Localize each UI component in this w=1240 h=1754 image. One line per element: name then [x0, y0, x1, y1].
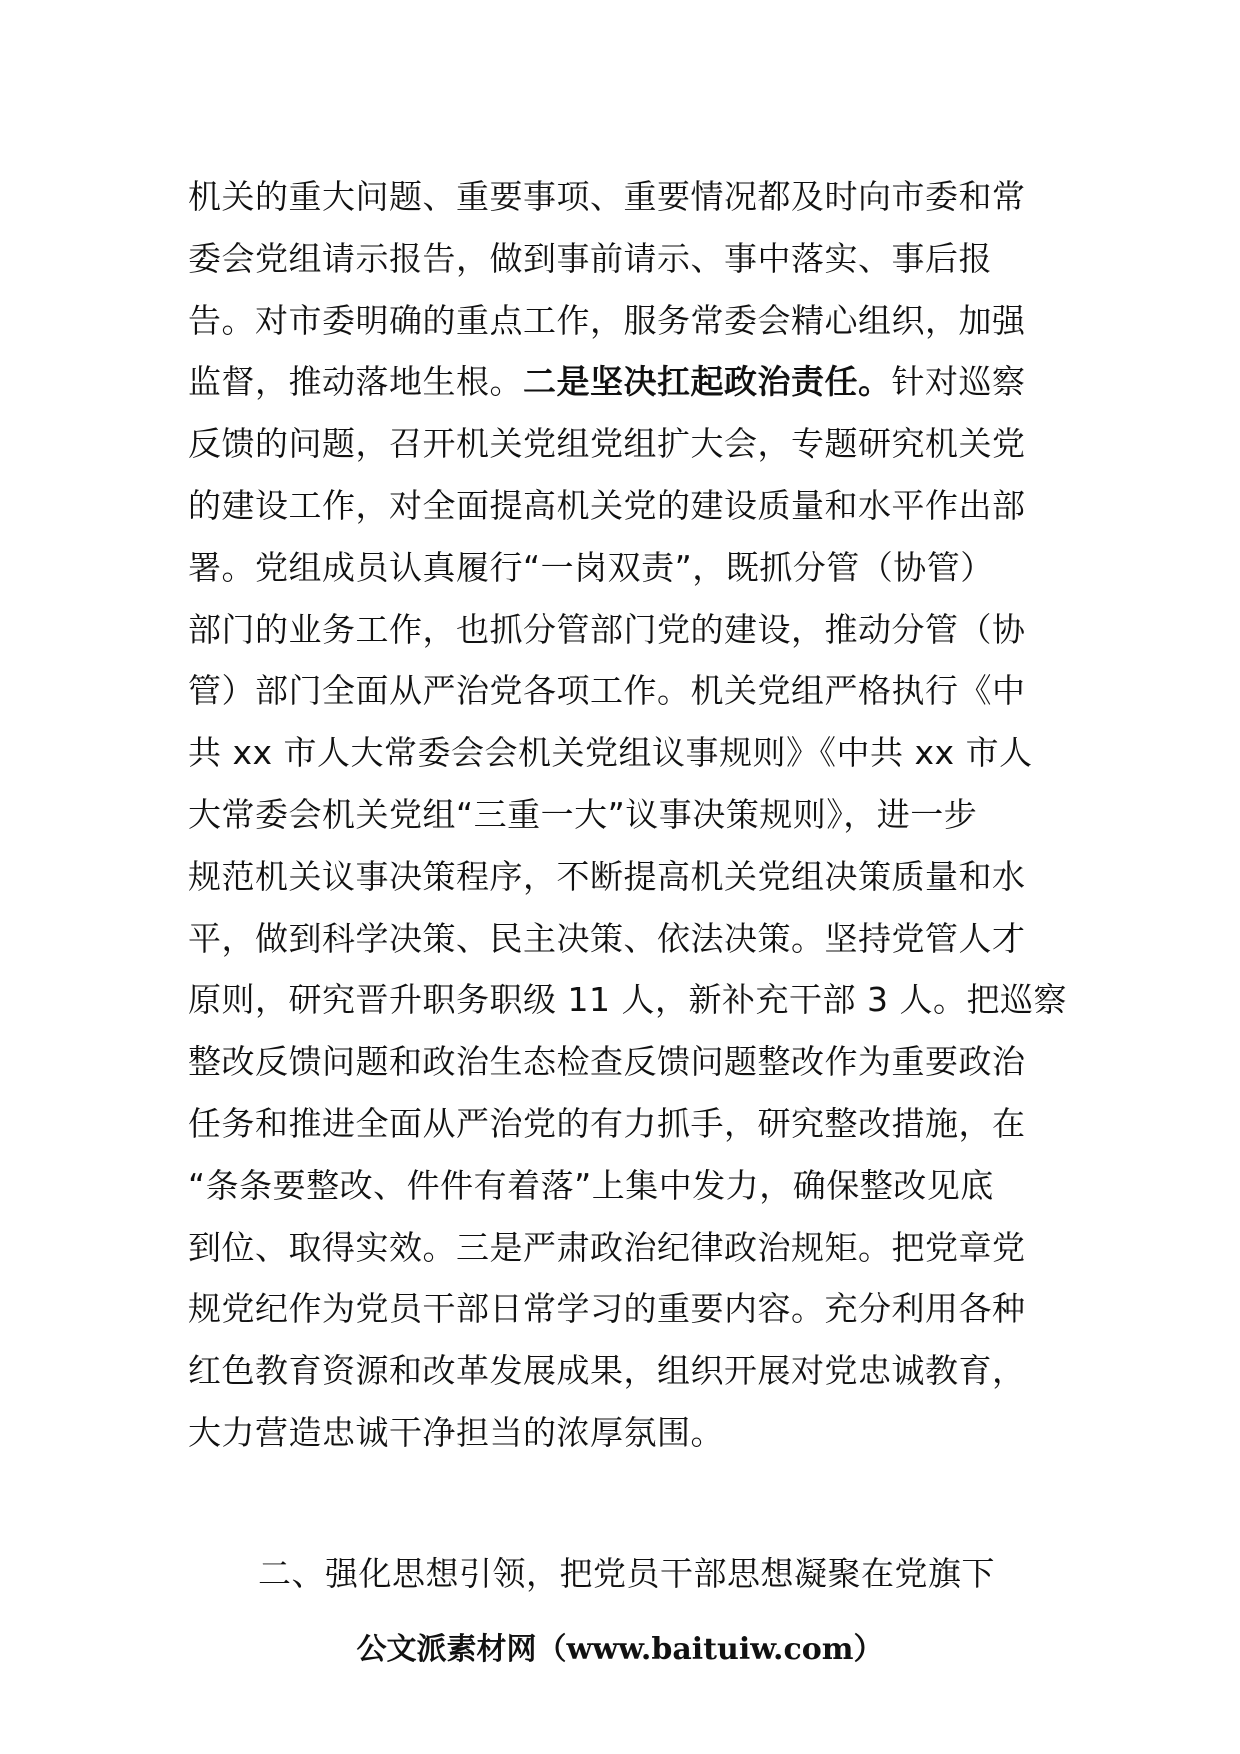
paragraph-line-start: 监督，推动落地生根。 — [188, 362, 523, 402]
paragraph-line: 整改反馈问题和政治生态检查反馈问题整改作为重要政治 — [188, 1042, 1026, 1082]
footer-watermark: 公文派素材网（www.baituiw.com） — [356, 1632, 884, 1667]
paragraph-line: 原则，研究晋升职务职级 11 人，新补充干部 3 人。把巡察 — [188, 980, 1067, 1020]
paragraph-line: 任务和推进全面从严治党的有力抓手，研究整改措施，在 — [188, 1103, 1026, 1143]
paragraph-line: 委会党组请示报告，做到事前请示、事中落实、事后报 — [188, 238, 992, 278]
paragraph-line: 反馈的问题，召开机关党组党组扩大会，专题研究机关党 — [188, 424, 1026, 464]
paragraph-line: 部门的业务工作，也抓分管部门党的建设，推动分管（协 — [188, 609, 1026, 649]
paragraph-line: 规党纪作为党员干部日常学习的重要内容。充分利用各种 — [188, 1289, 1026, 1329]
paragraph-line: 管）部门全面从严治党各项工作。机关党组严格执行《中 — [188, 671, 1026, 711]
paragraph-line: 平，做到科学决策、民主决策、依法决策。坚持党管人才 — [188, 918, 1026, 958]
paragraph-line: 共 xx 市人大常委会会机关党组议事规则》《中共 xx 市人 — [188, 733, 1033, 773]
paragraph-line: 机关的重大问题、重要事项、重要情况都及时向市委和常 — [188, 177, 1026, 216]
paragraph-line-end: 针对巡察 — [891, 362, 1026, 402]
paragraph-line: 的建设工作，对全面提高机关党的建设质量和水平作出部 — [188, 485, 1026, 525]
bold-subheading: 二是坚决扛起政治责任。 — [523, 362, 892, 402]
paragraph-line: 红色教育资源和改革发展成果，组织开展对党忠诚教育， — [188, 1351, 1026, 1391]
paragraph-line: 署。党组成员认真履行“一岗双责”，既抓分管（协管） — [188, 547, 994, 587]
paragraph-line: 规范机关议事决策程序，不断提高机关党组决策质量和水 — [188, 856, 1026, 896]
paragraph-line: 大常委会机关党组“三重一大”议事决策规则》，进一步 — [188, 794, 978, 834]
paragraph-line: 到位、取得实效。三是严肃政治纪律政治规矩。把党章党 — [188, 1227, 1026, 1267]
body-paragraph — [188, 166, 1068, 1464]
paragraph-line: “条条要整改、件件有着落”上集中发力，确保整改见底 — [188, 1165, 994, 1205]
paragraph-line: 告。对市委明确的重点工作，服务常委会精心组织，加强 — [188, 300, 1026, 340]
paragraph-line: 大力营造忠诚干净担当的浓厚氛围。 — [188, 1412, 724, 1452]
section-heading: 二、强化思想引领，把党员干部思想凝聚在党旗下 — [258, 1554, 995, 1593]
